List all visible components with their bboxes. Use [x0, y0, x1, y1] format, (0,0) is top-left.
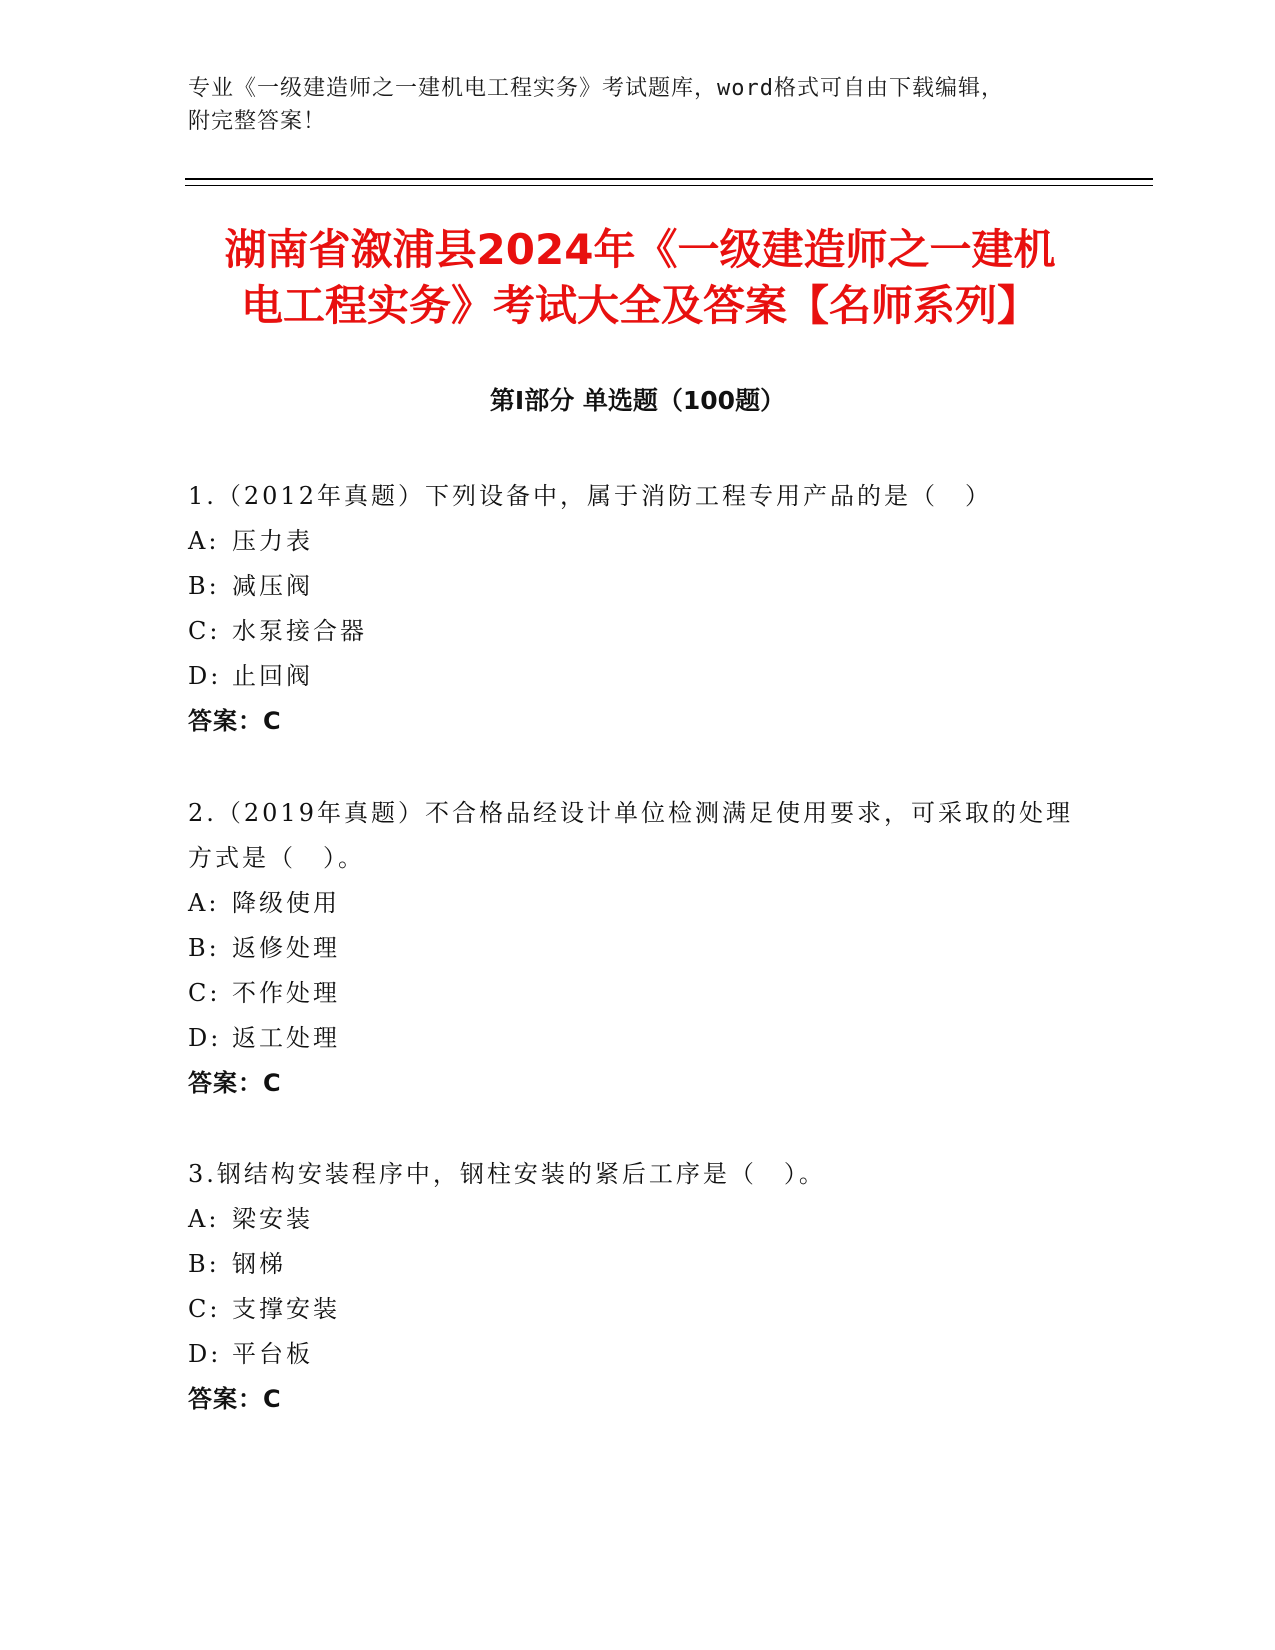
question-stem: 2.（2019年真题）不合格品经设计单位检测满足使用要求，可采取的处理方式是（ ）。	[188, 799, 1073, 872]
option-b	[188, 926, 1088, 971]
option-letter: D:	[188, 1340, 222, 1368]
option-d	[188, 1332, 1088, 1377]
option-text: 支撑安装	[232, 1295, 340, 1323]
option-text: 水泵接合器	[232, 617, 367, 645]
option-letter: C:	[188, 979, 221, 1007]
option-text: 梁安装	[232, 1205, 313, 1233]
option-letter: C:	[188, 617, 221, 645]
option-letter: D:	[188, 662, 222, 690]
question-1	[188, 474, 1088, 744]
question-stem: 3.钢结构安装程序中，钢柱安装的紧后工序是（ ）。	[188, 1160, 826, 1188]
section-heading: 第Ⅰ部分 单选题（100题）	[489, 386, 786, 415]
option-d	[188, 654, 1088, 699]
option-text: 返工处理	[232, 1024, 340, 1052]
option-letter: D:	[188, 1024, 222, 1052]
option-text: 减压阀	[232, 572, 313, 600]
header-note-line-2: 附完整答案！	[188, 109, 327, 134]
document-title-line-1: 湖南省溆浦县2024年《一级建造师之一建机	[224, 225, 1056, 274]
option-letter: A:	[188, 527, 220, 555]
option-b	[188, 564, 1088, 609]
option-text: 降级使用	[232, 889, 340, 917]
answer: 答案：C	[188, 1385, 282, 1413]
question-stem: 1.（2012年真题）下列设备中，属于消防工程专用产品的是（ ）	[188, 482, 992, 510]
option-letter: B:	[188, 934, 220, 962]
answer: 答案：C	[188, 1069, 282, 1097]
option-a	[188, 1197, 1088, 1242]
option-a	[188, 519, 1088, 564]
answer: 答案：C	[188, 707, 282, 735]
header-note-line-1: 专业《一级建造师之一建机电工程实务》考试题库，word格式可自由下载编辑，	[188, 76, 1004, 101]
option-text: 平台板	[232, 1340, 313, 1368]
option-text: 钢梯	[232, 1250, 286, 1278]
document-title-line-2: 电工程实务》考试大全及答案【名师系列】	[240, 281, 1039, 330]
question-3	[188, 1152, 1088, 1422]
option-b	[188, 1242, 1088, 1287]
header-divider-thin	[185, 185, 1153, 186]
option-c	[188, 1287, 1088, 1332]
option-text: 压力表	[232, 527, 313, 555]
option-letter: C:	[188, 1295, 221, 1323]
option-c	[188, 609, 1088, 654]
option-a	[188, 881, 1088, 926]
option-c	[188, 971, 1088, 1016]
option-text: 不作处理	[232, 979, 340, 1007]
option-letter: B:	[188, 1250, 220, 1278]
question-2	[188, 791, 1088, 1106]
option-letter: A:	[188, 889, 220, 917]
header-divider-thick	[185, 178, 1153, 180]
option-text: 止回阀	[232, 662, 313, 690]
document-title	[180, 222, 1100, 334]
option-letter: A:	[188, 1205, 220, 1233]
option-letter: B:	[188, 572, 220, 600]
header-note	[188, 72, 1088, 138]
option-d	[188, 1016, 1088, 1061]
option-text: 返修处理	[232, 934, 340, 962]
